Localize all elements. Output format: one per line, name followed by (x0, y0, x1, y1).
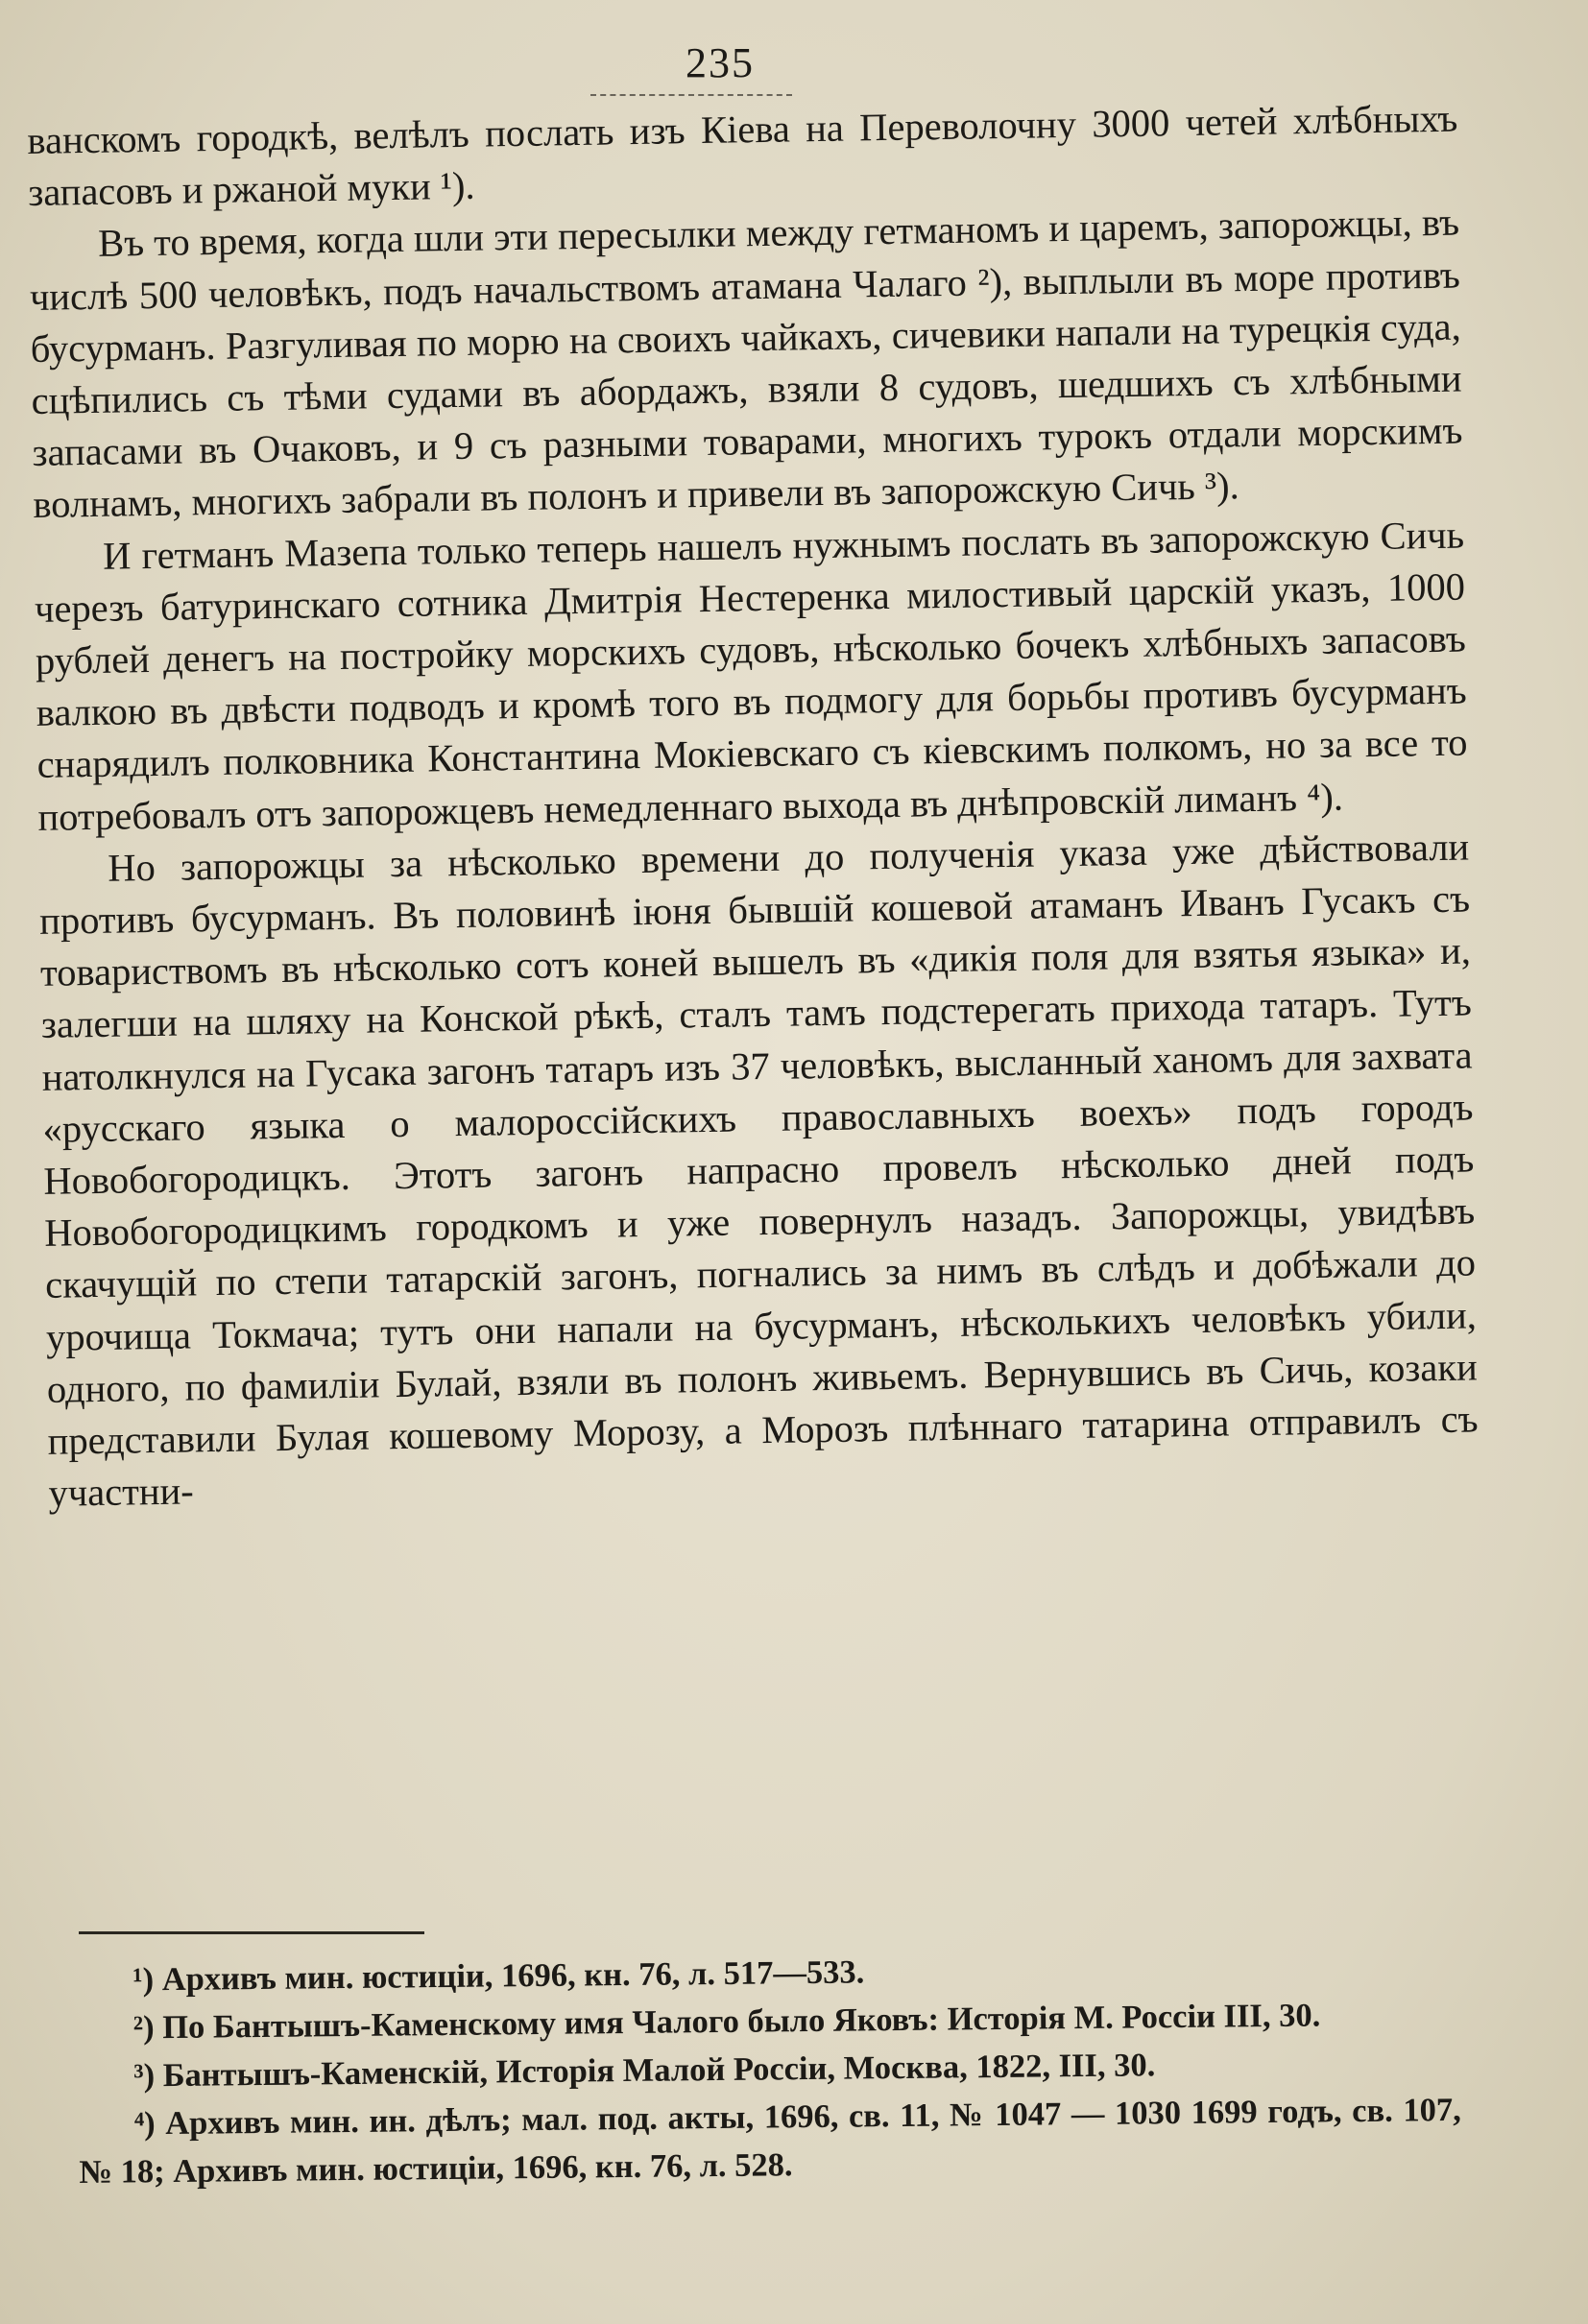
page-number: 235 (686, 39, 755, 86)
header-rule (590, 94, 792, 96)
paragraph-3: И гетманъ Мазепа только теперь нашелъ нужнымъ послать въ запорожскую Сичь черезъ батуринскаго сотника Дмитрiя Нестеренка милостивый царскiй указъ, 1000 рублей денегъ на постройку морскихъ судовъ, нѣсколько бочекъ хлѣбныхъ запасовъ валкою въ двѣсти подводъ и кромѣ того въ подмогу для борьбы противъ бусурманъ снарядилъ полковника Константина Мокiевскаго съ кiевскимъ полкомъ, но за все то потребовалъ отъ запорожцевъ немедленнаго выхода въ днѣпровскiй лиманъ ⁴). (34, 513, 1468, 839)
footnotes (77, 1942, 1462, 2196)
footnote-2: ²) По Бантышъ-Каменскому имя Чалого было Яковъ: Исторiя М. Россiи III, 30. (132, 1997, 1321, 2047)
footnote-separator (79, 1931, 424, 1934)
paragraph-2: Въ то время, когда шли эти пересылки между гетманомъ и царемъ, запорожцы, въ числѣ 500 человѣкъ, подъ начальствомъ атамана Чалаго ²), выплыли въ море противъ бусурманъ. Разгуливая по морю на своихъ чайкахъ, сичевики напали на турецкiя суда, сцѣпились съ тѣми судами въ абордажъ, взяли 8 судовъ, шедшихъ съ хлѣбными запасами въ Очаковъ, и 9 съ разными товарами, многихъ турокъ отдали морскимъ волнамъ, многихъ забрали въ полонъ и привели въ запорожскую Сичь ³). (29, 200, 1463, 527)
footnote-4: ⁴) Архивъ мин. ин. дѣлъ; мал. под. акты, 1696, св. 11, № 1047 — 1030 1699 годъ, св. 107, № 18; Архивъ мин. юстицiи, 1696, кн. 76, л. 528. (79, 2091, 1461, 2191)
footnote-1: ¹) Архивъ мин. юстицiи, 1696, кн. 76, л. 517—533. (132, 1953, 865, 1999)
footnote-3: ³) Бантышъ-Каменскiй, Исторiя Малой Россiи, Москва, 1822, III, 30. (133, 2047, 1156, 2095)
body-text (27, 93, 1480, 1521)
paragraph-4: Но запорожцы за нѣсколько времени до полученiя указа уже дѣйствовали противъ бусурманъ. Въ половинѣ iюня бывшiй кошевой атаманъ Иванъ Гусакъ съ товариствомъ въ нѣсколько сотъ коней вышелъ въ «дикiя поля для взятья языка» и, залегши на шляху на Конской рѣкѣ, сталъ тамъ подстерегать прихода татаръ. Тутъ натолкнулся на Гусака загонъ татаръ изъ 37 человѣкъ, высланный ханомъ для захвата «русскаго языка о малороссiйскихъ православныхъ воехъ» подъ городъ Новобогородицкъ. Этотъ загонъ напрасно провелъ нѣсколько дней подъ Новобогородицкимъ городкомъ и уже повернулъ назадъ. Запорожцы, увидѣвъ скачущiй по степи татарскiй загонъ, погнались за нимъ въ слѣдъ и добѣжали до урочища Токмача; тутъ они напали на бусурманъ, нѣсколькихъ человѣкъ убили, одного, по фамилiи Булай, взяли въ полонъ живьемъ. Вернувшись въ Сичь, козаки представили Булая кошевому Морозу, а Морозъ плѣннаго татарина отправилъ съ участни- (38, 825, 1479, 1516)
paragraph-1: ванскомъ городкѣ, велѣлъ послать изъ Кiева на Переволочну 3000 четей хлѣбныхъ запасовъ и ржаной муки ¹). (27, 96, 1458, 215)
